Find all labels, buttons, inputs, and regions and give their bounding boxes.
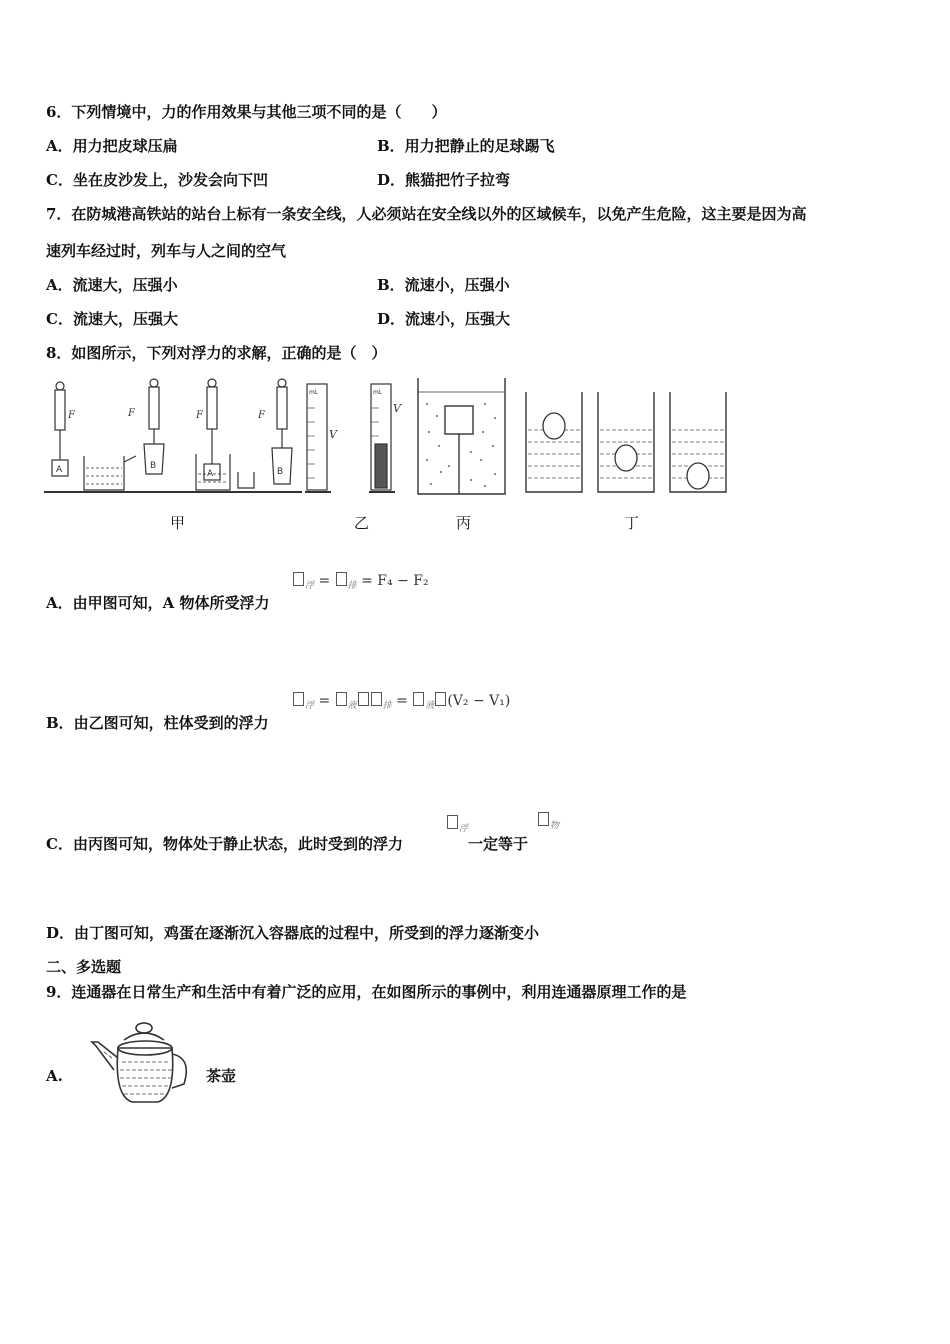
q7-stem-line2: 速列车经过时，列车与人之间的空气 (46, 242, 287, 260)
svg-text:F: F (68, 410, 75, 421)
q8-option-a: A．由甲图可知，A 物体所受浮力 (46, 594, 270, 612)
q6-option-c: C．坐在皮沙发上，沙发会向下凹 (46, 171, 268, 189)
svg-text:B: B (150, 461, 157, 471)
svg-text:F: F (258, 410, 265, 421)
q6-option-a: A．用力把皮球压扁 (46, 137, 178, 155)
q7-option-a: A．流速大，压强小 (46, 276, 178, 294)
q9-option-a-letter: A. (46, 1067, 63, 1085)
q8-option-c: C．由丙图可知，物体处于静止状态，此时受到的浮力 (46, 835, 403, 853)
q8-formula-c-float: 浮 (446, 815, 468, 834)
q8-formula-c-object: 物 (537, 812, 559, 831)
q9-stem: 9．连通器在日常生产和生活中有着广泛的应用，在如图所示的事例中，利用连通器原理工作的是 (46, 983, 687, 1001)
q7-stem-line1: 7．在防城港高铁站的站台上标有一条安全线，人必须站在安全线以外的区域候车，以免产生危险，这主要是因为高 (46, 205, 807, 223)
q8-option-d: D．由丁图可知，鸡蛋在逐渐沉入容器底的过程中，所受到的浮力逐渐变小 (46, 924, 540, 942)
svg-text:F: F (196, 410, 203, 421)
svg-text:V: V (329, 428, 337, 441)
q8-stem: 8．如图所示，下列对浮力的求解，正确的是（ ） (46, 344, 387, 362)
svg-text:A: A (207, 469, 214, 479)
svg-text:mL: mL (373, 389, 383, 396)
figure-label-bing: 丙 (456, 514, 472, 532)
q6-option-d: D．熊猫把竹子拉弯 (377, 171, 511, 189)
q7-option-b: B．流速小，压强小 (377, 276, 510, 294)
svg-text:A: A (56, 465, 63, 475)
figure-jia-spring-scales (44, 378, 304, 498)
figure-label-jia: 甲 (170, 514, 186, 532)
q6-stem: 6．下列情境中，力的作用效果与其他三项不同的是（ ） (46, 103, 447, 121)
figure-label-ding: 丁 (624, 514, 640, 532)
svg-text:mL: mL (309, 389, 319, 396)
svg-text:F: F (128, 408, 135, 419)
section-title: 二、多选题 (46, 958, 122, 976)
q8-formula-a: $_浮$ = $_排$ = F₄ − F₂ (292, 572, 429, 591)
q7-option-c: C．流速大，压强大 (46, 310, 178, 328)
figure-bing-container (415, 376, 509, 498)
svg-text:B: B (277, 467, 284, 477)
teapot-illustration (84, 1018, 196, 1106)
q9-option-a-label: 茶壶 (206, 1067, 237, 1085)
figure-label-yi: 乙 (354, 514, 370, 532)
q8-option-c-mid: 一定等于 (468, 835, 529, 853)
figure-ding-eggs (520, 390, 730, 498)
q7-option-d: D．流速小，压强大 (377, 310, 511, 328)
figure-yi-graduated-cylinders (305, 378, 405, 498)
q8-option-b: B．由乙图可知，柱体受到的浮力 (46, 714, 269, 732)
q8-formula-b: $_浮$ = $_液$ $_排$ = $_液$ (V₂ − V₁) (292, 692, 510, 711)
svg-text:V: V (393, 402, 401, 415)
q6-option-b: B．用力把静止的足球踢飞 (377, 137, 555, 155)
